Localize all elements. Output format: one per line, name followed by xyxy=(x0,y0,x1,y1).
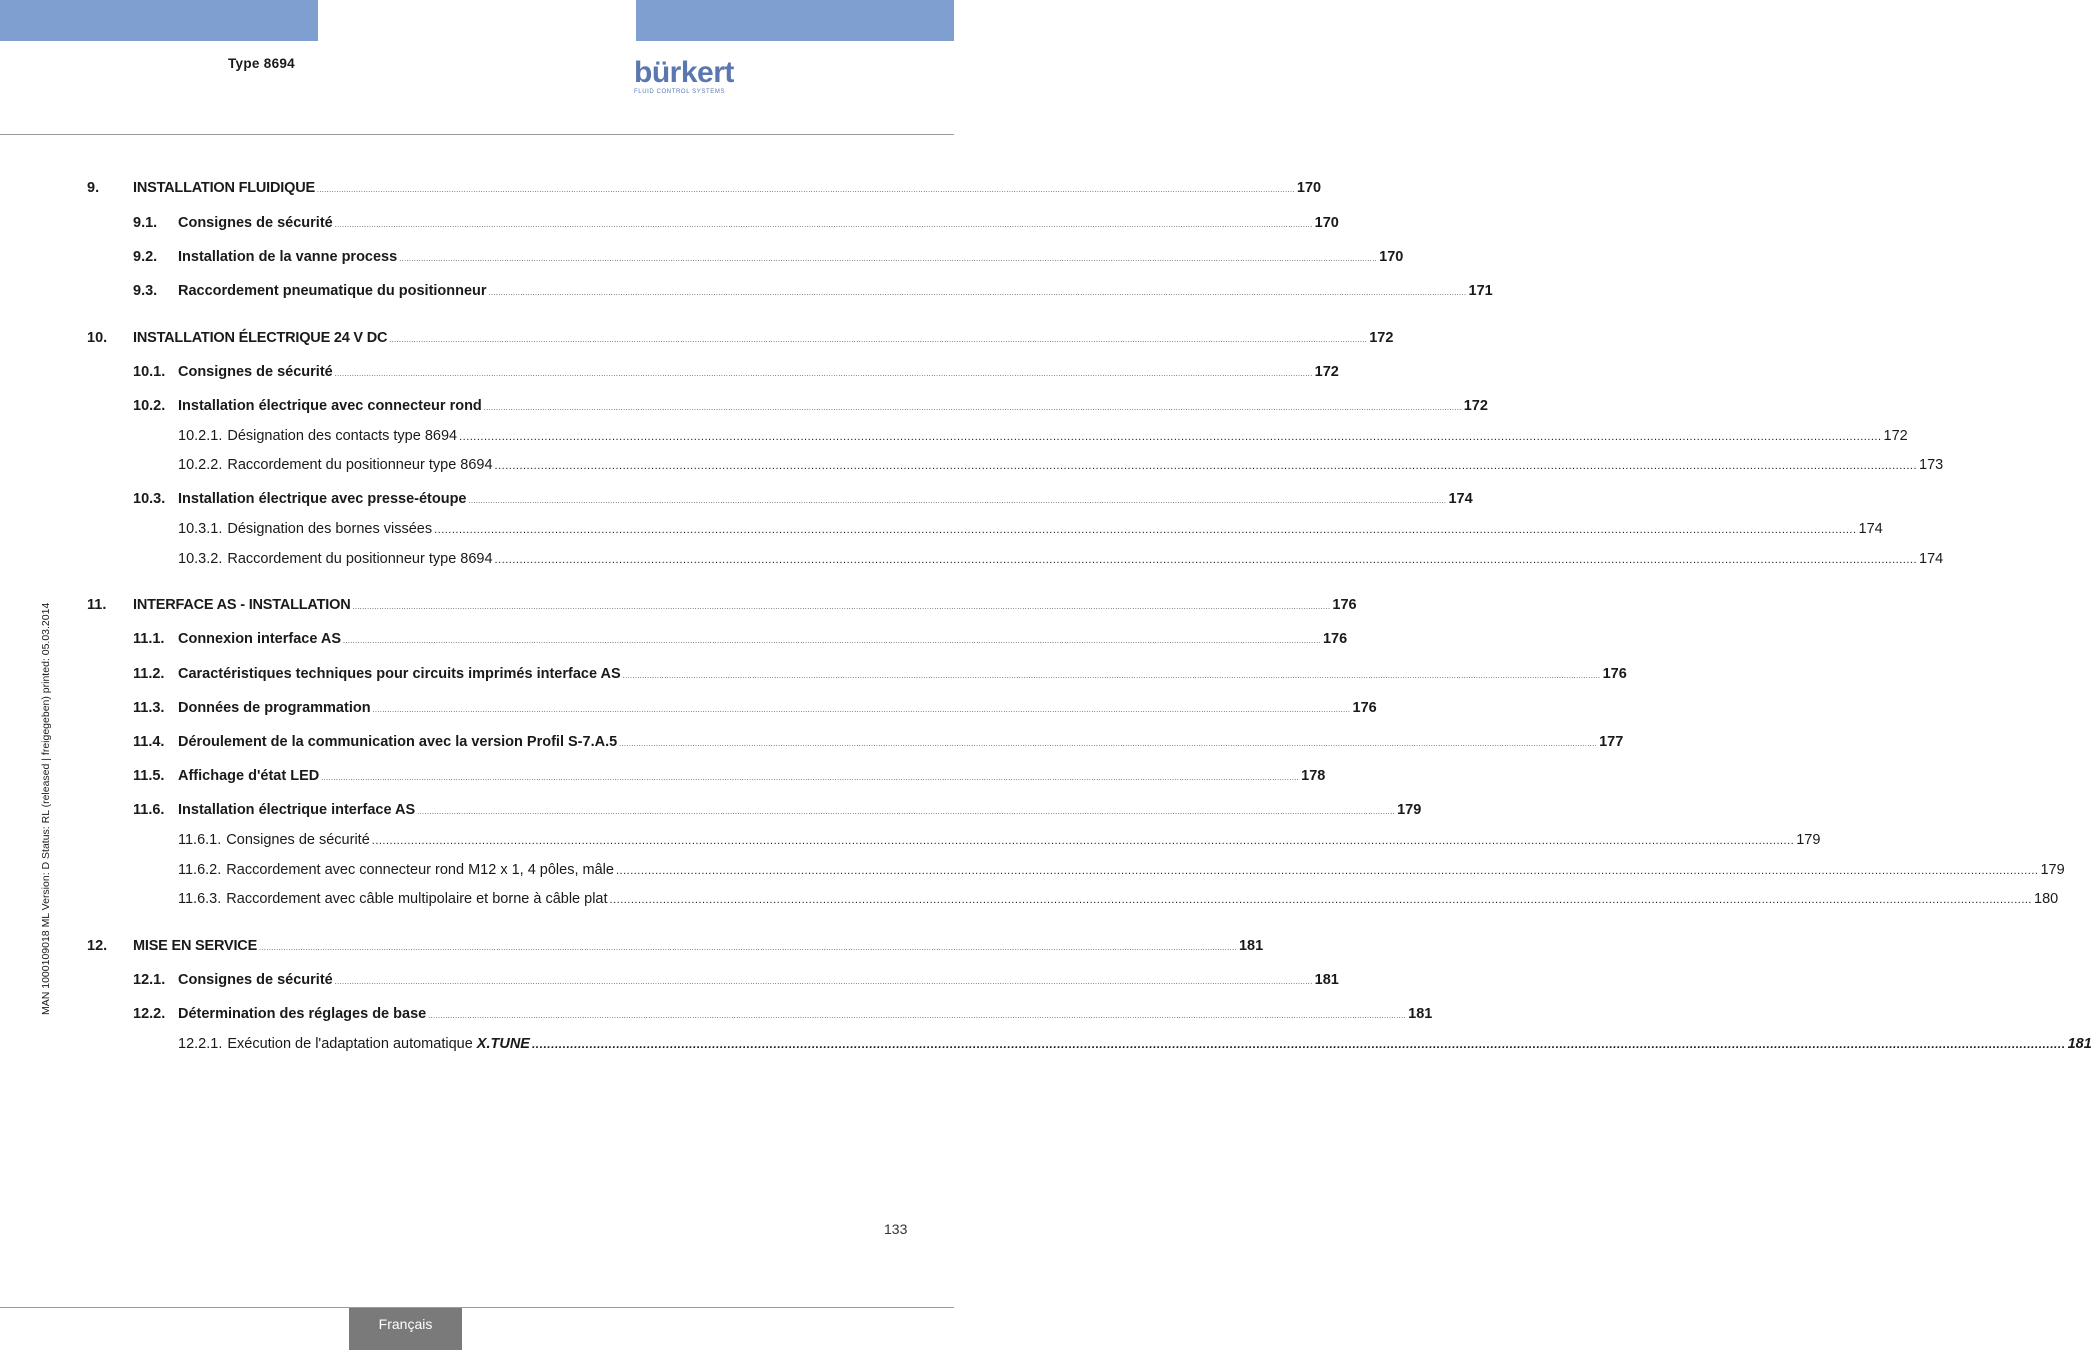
toc-entry[interactable] xyxy=(87,597,1357,617)
toc-entry-number: 9. xyxy=(87,180,100,196)
toc-entry[interactable] xyxy=(87,1036,2092,1056)
toc-entry-title xyxy=(133,597,350,613)
toc-entry-page: 180 xyxy=(2034,891,2059,907)
toc-entry-dot-leader: ................................................................................................................................................................................................................................................................................................................................................................................................................ xyxy=(494,554,1918,566)
toc-entry-page: 172 xyxy=(1314,364,1339,380)
toc-entry-title-text: Détermination des réglages de base xyxy=(178,1006,427,1022)
toc-entry-page: 179 xyxy=(2040,862,2065,878)
toc-entry-number: 10.2. xyxy=(133,398,166,414)
toc-entry-dot-leader: ................................................................................................................................................................................................................................................................................................................................................................................................................ xyxy=(531,1037,2066,1051)
toc-entry-dot-leader: ................................................................................................................................................................................................................................................................................................................................................................................................................ xyxy=(352,604,1331,611)
toc-entry[interactable] xyxy=(87,428,1908,448)
toc-entry-page: 174 xyxy=(1919,551,1944,567)
toc-entry[interactable] xyxy=(87,283,1493,303)
toc-entry-title xyxy=(133,180,315,196)
toc-entry-title xyxy=(178,734,617,750)
header-accent-bar-right xyxy=(636,0,954,41)
toc-entry-page: 172 xyxy=(1463,398,1488,414)
toc-entry-title-text: Connexion interface AS xyxy=(178,631,342,647)
toc-entry-title-text: Installation électrique interface AS xyxy=(178,802,416,818)
toc-entry-title-text: Données de programmation xyxy=(178,700,371,716)
toc-entry-page: 176 xyxy=(1322,631,1348,647)
toc-entry-title xyxy=(226,832,369,848)
toc-entry[interactable] xyxy=(87,802,1422,822)
toc-entry-title xyxy=(178,249,397,265)
toc-entry-number: 12. xyxy=(87,938,108,954)
toc-entry-dot-leader: ................................................................................................................................................................................................................................................................................................................................................................................................................ xyxy=(334,371,1313,378)
toc-entry[interactable] xyxy=(87,938,1264,958)
toc-entry-title-text: Caractéristiques techniques pour circuits imprimés interface AS xyxy=(178,666,621,682)
toc-entry-page: 178 xyxy=(1301,768,1326,784)
toc-entry[interactable] xyxy=(87,832,1821,852)
toc-entry-number: 11.6.1. xyxy=(178,832,222,848)
toc-entry-title-text: Raccordement pneumatique du positionneur xyxy=(178,283,487,299)
toc-entry-title xyxy=(178,666,621,682)
toc-entry[interactable] xyxy=(87,768,1326,788)
toc-entry-page: 181 xyxy=(2067,1036,2092,1052)
toc-entry-title-text: Raccordement du positionneur type 8694 xyxy=(227,551,493,567)
toc-entry-dot-leader: ................................................................................................................................................................................................................................................................................................................................................................................................................ xyxy=(389,337,1368,344)
toc-entry-title xyxy=(227,551,492,567)
toc-entry-dot-leader: ................................................................................................................................................................................................................................................................................................................................................................................................................ xyxy=(417,809,1396,816)
toc-entry[interactable] xyxy=(87,1006,1433,1026)
toc-entry[interactable] xyxy=(87,631,1348,651)
document-type: Type 8694 xyxy=(228,56,295,71)
toc-entry[interactable] xyxy=(87,862,2065,882)
toc-entry-page: 174 xyxy=(1448,491,1473,507)
toc-entry-title-text: Consignes de sécurité xyxy=(226,832,370,848)
toc-entry-title xyxy=(178,1006,426,1022)
toc-entry-title-text: INTERFACE AS - INSTALLATION xyxy=(133,597,351,613)
toc-entry-number: 11.2. xyxy=(133,666,165,682)
toc-entry-dot-leader: ................................................................................................................................................................................................................................................................................................................................................................................................................ xyxy=(609,894,2032,906)
toc-entry-title xyxy=(178,215,333,231)
toc-entry-title-text: Consignes de sécurité xyxy=(178,364,333,380)
burkert-logo xyxy=(634,58,744,96)
toc-entry-title-text: MISE EN SERVICE xyxy=(133,938,258,954)
toc-entry-number: 10.3.2. xyxy=(178,551,223,567)
toc-entry-page: 181 xyxy=(1238,938,1264,954)
toc-entry-number: 11. xyxy=(87,597,107,613)
toc-entry-title xyxy=(178,631,341,647)
toc-entry[interactable] xyxy=(87,491,1473,511)
toc-entry-dot-leader: ................................................................................................................................................................................................................................................................................................................................................................................................................ xyxy=(334,222,1313,229)
toc-entry-dot-leader: ................................................................................................................................................................................................................................................................................................................................................................................................................ xyxy=(321,775,1300,782)
toc-entry-dot-leader: ................................................................................................................................................................................................................................................................................................................................................................................................................ xyxy=(399,256,1378,263)
toc-entry[interactable] xyxy=(87,521,1883,541)
toc-entry[interactable] xyxy=(87,891,2059,911)
toc-entry-dot-leader: ................................................................................................................................................................................................................................................................................................................................................................................................................ xyxy=(615,865,2039,877)
toc-entry-dot-leader: ................................................................................................................................................................................................................................................................................................................................................................................................................ xyxy=(483,405,1462,412)
toc-entry-title-text: Installation électrique avec presse-étoupe xyxy=(178,491,467,507)
toc-entry-page: 173 xyxy=(1919,457,1944,473)
toc-entry-number: 9.2. xyxy=(133,249,158,265)
toc-entry-number: 11.5. xyxy=(133,768,165,784)
page-number: 133 xyxy=(884,1221,908,1237)
toc-entry[interactable] xyxy=(87,734,1624,754)
toc-entry-title xyxy=(178,802,415,818)
toc-entry-title xyxy=(178,283,487,299)
toc-entry[interactable] xyxy=(87,700,1377,720)
toc-entry-title-text: Consignes de sécurité xyxy=(178,215,333,231)
language-tab: Français xyxy=(349,1308,462,1350)
toc-entry-number: 12.1. xyxy=(133,972,166,988)
toc-entry-page: 176 xyxy=(1332,597,1357,613)
toc-entry[interactable] xyxy=(87,364,1339,384)
toc-entry-dot-leader: ................................................................................................................................................................................................................................................................................................................................................................................................................ xyxy=(371,835,1795,847)
toc-entry-title xyxy=(178,972,333,988)
header-divider xyxy=(0,134,954,135)
toc-entry[interactable] xyxy=(87,398,1488,418)
toc-entry-dot-leader: ................................................................................................................................................................................................................................................................................................................................................................................................................ xyxy=(334,979,1313,986)
toc-entry[interactable] xyxy=(87,249,1404,269)
toc-entry-title xyxy=(178,364,333,380)
toc-entry-number: 9.3. xyxy=(133,283,158,299)
toc-entry-number: 11.1. xyxy=(133,631,165,647)
toc-entry-title-text: Exécution de l'adaptation automatique xyxy=(227,1036,477,1052)
toc-entry[interactable] xyxy=(87,666,1627,686)
document-status-sidebar: MAN 1000109018 ML Version: D Status: RL (released | freigegeben) printed: 05.03.2014 xyxy=(40,602,52,1015)
toc-entry-dot-leader: ................................................................................................................................................................................................................................................................................................................................................................................................................ xyxy=(619,741,1598,748)
header-accent-bar-left xyxy=(0,0,318,41)
toc-entry-number: 10.3.1. xyxy=(178,521,223,537)
toc-entry[interactable] xyxy=(87,180,1322,200)
toc-entry-page: 176 xyxy=(1602,666,1627,682)
toc-entry-title xyxy=(133,938,257,954)
toc-entry-title-text: Installation électrique avec connecteur rond xyxy=(178,398,482,414)
toc-entry-dot-leader: ................................................................................................................................................................................................................................................................................................................................................................................................................ xyxy=(259,945,1237,952)
logo-tagline: FLUID CONTROL SYSTEMS xyxy=(634,89,726,95)
toc-entry-title xyxy=(178,768,319,784)
toc-entry[interactable] xyxy=(87,215,1339,235)
toc-entry-page: 170 xyxy=(1379,249,1404,265)
toc-entry-title xyxy=(227,1036,530,1052)
toc-entry-dot-leader: ................................................................................................................................................................................................................................................................................................................................................................................................................ xyxy=(459,431,1882,443)
footer-divider xyxy=(0,1307,954,1308)
toc-entry-number: 12.2. xyxy=(133,1006,166,1022)
toc-entry-title-text: INSTALLATION ÉLECTRIQUE 24 V DC xyxy=(133,330,388,346)
toc-entry-title-text: Raccordement avec câble multipolaire et borne à câble plat xyxy=(226,891,608,907)
toc-entry-page: 172 xyxy=(1369,330,1394,346)
toc-entry-number: 9.1. xyxy=(133,215,158,231)
toc-entry-number: 11.6.3. xyxy=(178,891,222,907)
toc-entry-number: 10.1. xyxy=(133,364,166,380)
toc-entry-page: 179 xyxy=(1796,832,1821,848)
toc-entry-title-text: Installation de la vanne process xyxy=(178,249,398,265)
toc-entry[interactable] xyxy=(87,972,1339,992)
toc-entry-title-text: Affichage d'état LED xyxy=(178,768,320,784)
toc-entry-title xyxy=(226,862,614,878)
toc-entry-number: 10.3. xyxy=(133,491,166,507)
toc-entry-title xyxy=(178,491,467,507)
toc-entry-number: 11.3. xyxy=(133,700,165,716)
toc-entry-dot-leader: ................................................................................................................................................................................................................................................................................................................................................................................................................ xyxy=(622,673,1601,680)
toc-entry-title-text: Raccordement avec connecteur rond M12 x 1, 4 pôles, mâle xyxy=(226,862,614,878)
toc-entry[interactable] xyxy=(87,330,1394,350)
toc-entry-page: 170 xyxy=(1296,180,1322,196)
toc-entry-title xyxy=(227,457,492,473)
toc-entry-title xyxy=(227,428,457,444)
toc-entry-page: 176 xyxy=(1352,700,1377,716)
toc-entry-dot-leader: ................................................................................................................................................................................................................................................................................................................................................................................................................ xyxy=(468,498,1447,505)
toc-entry-title xyxy=(133,330,387,346)
toc-entry-page: 170 xyxy=(1314,215,1339,231)
toc-entry-page: 171 xyxy=(1468,283,1493,299)
toc-entry-dot-leader: ................................................................................................................................................................................................................................................................................................................................................................................................................ xyxy=(488,290,1467,297)
toc-entry-number: 12.2.1. xyxy=(178,1036,223,1052)
toc-entry-title-emphasis: X.TUNE xyxy=(476,1036,530,1052)
toc-entry-title-text: Désignation des bornes vissées xyxy=(227,521,433,537)
toc-entry-number: 10. xyxy=(87,330,108,346)
toc-entry-number: 10.2.2. xyxy=(178,457,223,473)
toc-entry-title xyxy=(178,398,482,414)
toc-entry-title-text: Raccordement du positionneur type 8694 xyxy=(227,457,493,473)
toc-entry-title-text: Désignation des contacts type 8694 xyxy=(227,428,458,444)
toc-entry-number: 10.2.1. xyxy=(178,428,223,444)
toc-entry-title xyxy=(227,521,432,537)
toc-entry-dot-leader: ................................................................................................................................................................................................................................................................................................................................................................................................................ xyxy=(343,638,1321,645)
logo-wordmark: bürkert xyxy=(634,56,734,89)
toc-entry-dot-leader: ................................................................................................................................................................................................................................................................................................................................................................................................................ xyxy=(316,187,1295,194)
toc-entry[interactable] xyxy=(87,457,1944,477)
toc-entry-page: 174 xyxy=(1858,521,1883,537)
toc-entry-page: 181 xyxy=(1408,1006,1433,1022)
toc-entry-page: 177 xyxy=(1599,734,1624,750)
toc-entry-dot-leader: ................................................................................................................................................................................................................................................................................................................................................................................................................ xyxy=(434,524,1857,536)
toc-entry-dot-leader: ................................................................................................................................................................................................................................................................................................................................................................................................................ xyxy=(428,1013,1407,1020)
toc-entry-page: 179 xyxy=(1397,802,1422,818)
toc-entry-title-text: INSTALLATION FLUIDIQUE xyxy=(133,180,315,196)
toc-entry-page: 181 xyxy=(1314,972,1339,988)
toc-entry-title xyxy=(178,700,371,716)
toc-entry-dot-leader: ................................................................................................................................................................................................................................................................................................................................................................................................................ xyxy=(372,707,1351,714)
toc-entry-title-text: Déroulement de la communication avec la version Profil S-7.A.5 xyxy=(178,734,618,750)
toc-entry-title-text: Consignes de sécurité xyxy=(178,972,333,988)
toc-entry-number: 11.4. xyxy=(133,734,165,750)
toc-entry-number: 11.6.2. xyxy=(178,862,222,878)
toc-entry-page: 172 xyxy=(1883,428,1908,444)
toc-entry-number: 11.6. xyxy=(133,802,165,818)
toc-entry-title xyxy=(226,891,607,907)
toc-entry-dot-leader: ................................................................................................................................................................................................................................................................................................................................................................................................................ xyxy=(494,460,1918,472)
toc-entry[interactable] xyxy=(87,551,1944,571)
